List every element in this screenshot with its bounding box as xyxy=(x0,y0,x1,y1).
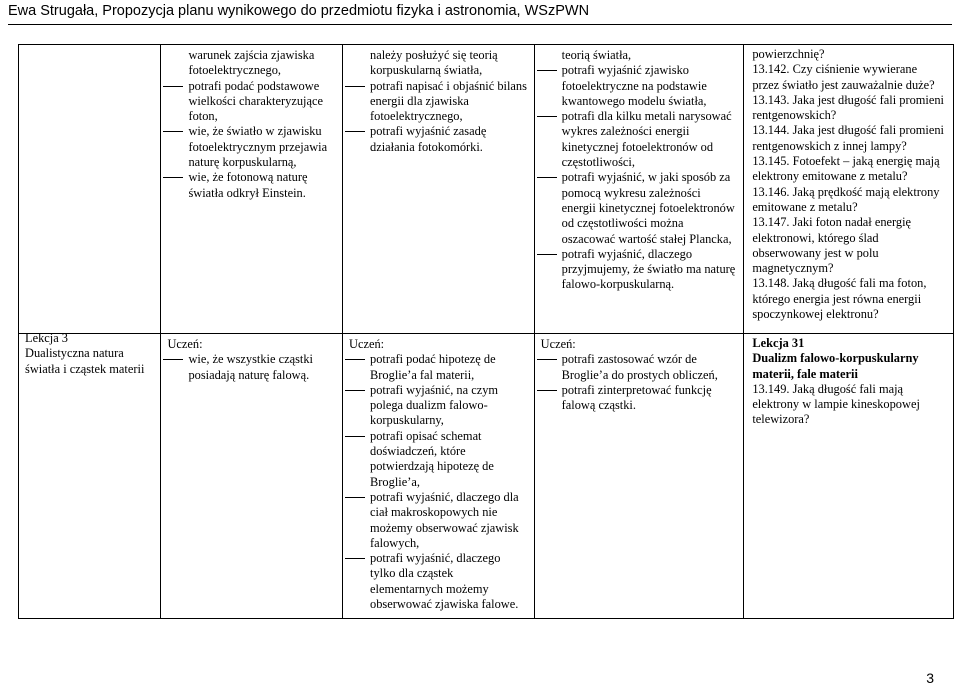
item-text: potrafi wyjaśnić, dlaczego dla ciał makroskopowych nie możemy obserwować zjawisk falowych, xyxy=(370,489,519,550)
item-text: potrafi wyjaśnić, dlaczego tylko dla cząstek elementarnych możemy obserwować zjawiska falowe. xyxy=(370,551,519,612)
dash-bullet xyxy=(537,116,557,117)
list-item xyxy=(349,124,528,155)
lesson-cell-continuation xyxy=(19,45,161,334)
item-text: potrafi dla kilku metali narysować wykres zależności energii kinetycznej fotoelektronów od częstotliwości, xyxy=(561,109,732,170)
dash-bullet xyxy=(345,436,365,437)
item-text: wie, że światło w zjawisku fotoelektrycznym przejawia naturę korpuskularną, xyxy=(188,124,328,170)
document-header: Ewa Strugała, Propozycja planu wynikowego do przedmiotu fizyka i astronomia, WSzPWN xyxy=(8,3,590,19)
dash-bullet xyxy=(537,390,557,391)
exercise-line: 13.142. Czy ciśnienie wywierane przez światło jest zauważalnie duże? xyxy=(752,62,935,92)
item-text: należy posłużyć się teorią korpuskularną światła, xyxy=(370,48,498,78)
list-item xyxy=(349,490,528,551)
exercise-line: 13.147. Jaki foton nadał energię elektronowi, którego ślad obserwowany jest w polu magnetycznym? xyxy=(752,215,912,276)
dash-bullet xyxy=(345,131,365,132)
exercise-line: powierzchnię? xyxy=(752,47,825,61)
student-heading: Uczeń: xyxy=(349,337,385,351)
item-text: wie, że wszystkie cząstki posiadają naturę falową. xyxy=(188,352,314,382)
item-text: potrafi opisać schemat doświadczeń, które potwierdzają hipotezę de Broglie’a, xyxy=(370,428,494,489)
dash-bullet xyxy=(163,359,183,360)
dash-bullet xyxy=(345,86,365,87)
table-row xyxy=(19,334,954,619)
list-item xyxy=(167,79,336,125)
item-text: potrafi wyjaśnić, na czym polega dualizm falowo-korpuskularny, xyxy=(370,382,499,428)
lesson-plan-table xyxy=(18,44,954,619)
item-text: warunek zajścia zjawiska fotoelektrycznego, xyxy=(188,48,315,78)
dash-bullet xyxy=(345,390,365,391)
exercise-line: 13.149. Jaką długość fali mają elektrony w lampie kineskopowej telewizora? xyxy=(752,381,920,427)
item-text: wie, że fotonową naturę światła odkrył Einstein. xyxy=(188,170,308,200)
list-item xyxy=(541,352,738,383)
item-text: potrafi wyjaśnić zasadę działania fotokomórki. xyxy=(370,124,487,154)
dash-bullet xyxy=(537,359,557,360)
dash-bullet xyxy=(537,177,557,178)
list-item xyxy=(167,124,336,170)
dash-bullet xyxy=(163,177,183,178)
item-text: potrafi zinterpretować funkcję falową cząstki. xyxy=(561,382,712,413)
item-text: potrafi podać podstawowe wielkości charakteryzujące foton, xyxy=(188,78,323,124)
list-item xyxy=(541,170,738,246)
student-heading: Uczeń: xyxy=(167,337,203,351)
student-heading: Uczeń: xyxy=(540,337,576,351)
item-text: teorią światła, xyxy=(561,48,632,62)
dash-bullet xyxy=(345,497,365,498)
dash-bullet xyxy=(537,254,557,255)
dash-bullet xyxy=(163,131,183,132)
item-text: potrafi wyjaśnić, dlaczego przyjmujemy, że światło ma naturę falowo-korpuskularną. xyxy=(561,246,736,292)
cell-basic-requirements xyxy=(161,45,343,334)
list-item xyxy=(349,551,528,612)
exercise-line: 13.146. Jaką prędkość mają elektrony emitowane z metalu? xyxy=(752,184,940,214)
dash-bullet xyxy=(345,359,365,360)
cell-extended-requirements xyxy=(343,45,535,334)
cell-exercises xyxy=(744,45,954,334)
cell-advanced-requirements xyxy=(534,334,744,619)
exercise-lesson-title: Lekcja 31 Dualizm falowo-korpuskularny materii, fale materii xyxy=(752,336,919,381)
item-text: potrafi zastosować wzór de Broglie’a do prostych obliczeń, xyxy=(561,352,718,382)
item-text: potrafi podać hipotezę de Broglie’a fal materii, xyxy=(370,352,496,382)
cell-exercises xyxy=(744,334,954,619)
dash-bullet xyxy=(345,558,365,559)
lesson-cell xyxy=(19,331,161,619)
cell-basic-requirements xyxy=(161,334,343,619)
exercise-line: 13.143. Jaka jest długość fali promieni rentgenowskich? xyxy=(752,92,944,123)
list-item xyxy=(541,109,738,170)
dash-bullet xyxy=(537,70,557,71)
item-text: potrafi wyjaśnić, w jaki sposób za pomocą wykresu zależności energii kinetycznej fotoelektronów od częstotliwości można oszacować wartość stałej Plancka, xyxy=(561,170,735,246)
cell-extended-requirements xyxy=(343,334,535,619)
item-text: potrafi wyjaśnić zjawisko fotoelektryczne na podstawie kwantowego modelu światła, xyxy=(561,63,707,108)
exercise-line: 13.148. Jaką długość fali ma foton, którego energia jest równa energii spoczynkowej elektronu? xyxy=(752,276,927,322)
list-item xyxy=(541,63,738,109)
list-item xyxy=(349,352,528,383)
cell-advanced-requirements xyxy=(534,45,744,334)
list-item xyxy=(541,247,738,293)
list-item xyxy=(541,383,738,414)
exercise-line: 13.145. Fotoefekt – jaką energię mają elektrony emitowane z metalu? xyxy=(752,154,940,184)
exercise-line: 13.144. Jaka jest długość fali promieni rentgenowskich z innej lampy? xyxy=(752,123,944,153)
item-text: potrafi napisać i objaśnić bilans energii dla zjawiska fotoelektrycznego, xyxy=(370,78,527,124)
list-item xyxy=(349,79,528,125)
header-rule xyxy=(8,24,952,25)
list-item xyxy=(349,383,528,429)
table-row xyxy=(19,45,954,334)
list-item xyxy=(167,352,336,383)
list-item xyxy=(349,429,528,490)
page-number: 3 xyxy=(926,670,934,686)
list-item xyxy=(167,170,336,201)
lesson-title: Lekcja 3 Dualistyczna natura światła i cząstek materii xyxy=(25,331,145,376)
dash-bullet xyxy=(163,86,183,87)
